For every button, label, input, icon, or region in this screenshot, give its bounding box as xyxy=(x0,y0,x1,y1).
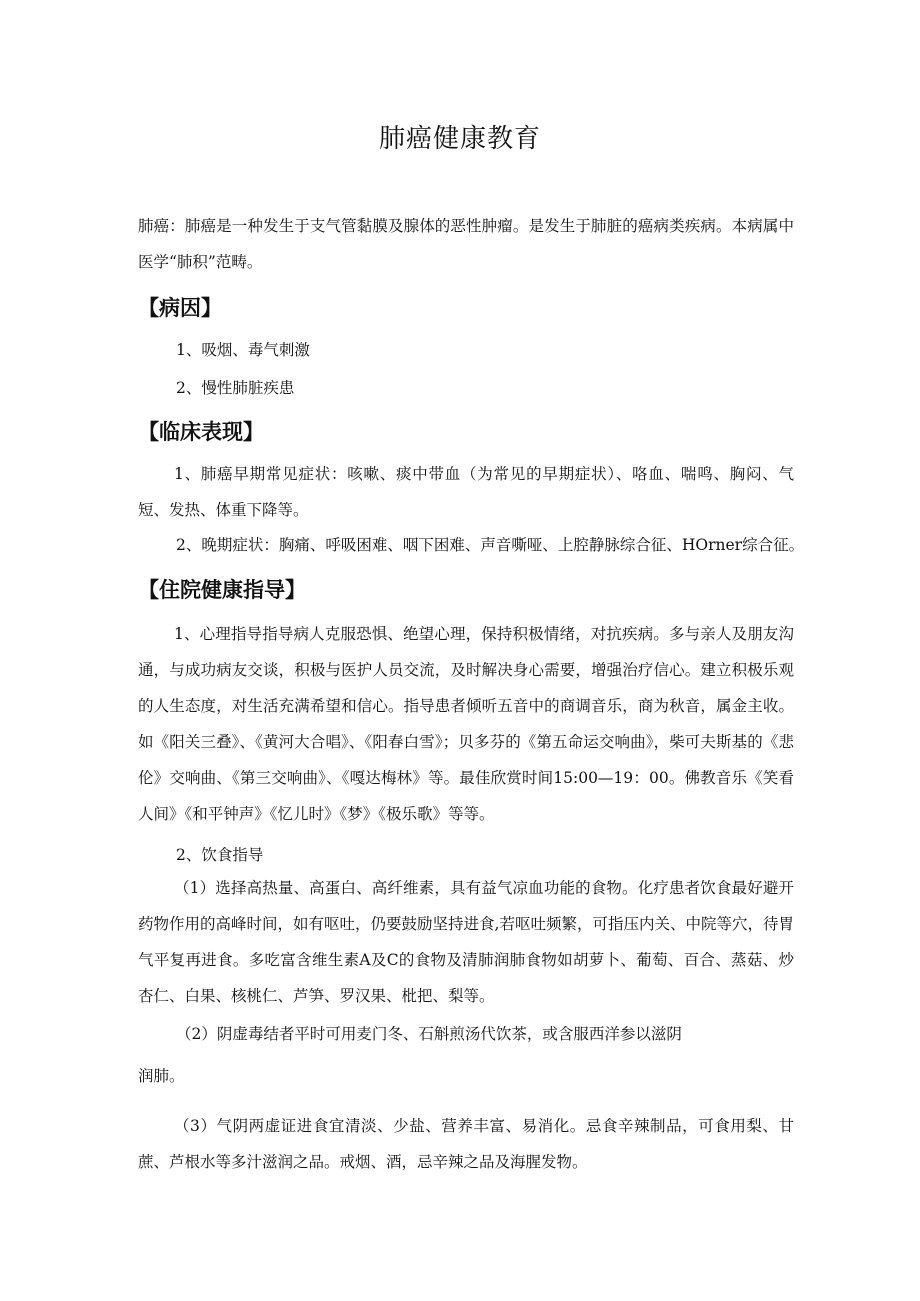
clinical-item-2: 2、晚期症状：胸痛、呼吸困难、咽下困难、声音嘶哑、上腔静脉综合征、HOrner综合征。 xyxy=(176,536,805,554)
diet-item-3: （3）气阴两虚证进食宜清淡、少盐、营养丰富、易消化。忌食辛辣制品，可食用梨、甘蔗、芦根水等多汁滋润之品。戒烟、酒，忌辛辣之品及海腥发物。 xyxy=(138,1117,794,1171)
clinical-item-1: 1、肺癌早期常见症状：咳嗽、痰中带血（为常见的早期症状）、咯血、喘鸣、胸闷、气短、发热、体重下降等。 xyxy=(138,465,794,519)
intro-paragraph: 肺癌：肺癌是一种发生于支气管黏膜及腺体的恶性肿瘤。是发生于肺脏的癌病类疾病。本病属中医学“肺积”范畴。 xyxy=(138,217,794,271)
psych-guidance-paragraph: 1、心理指导指导病人克服恐惧、绝望心理，保持积极情绪，对抗疾病。多与亲人及朋友沟通，与成功病友交谈，积极与医护人员交流，及时解决身心需要，增强治疗信心。建立积极乐观的人生态度，对生活充满希望和信心。指导患者倾听五音中的商调音乐，商为秋音，属金主收。如《阳关三叠》、《黄河大合唱》、《阳春白雪》；贝多芬的《第五命运交响曲》，柴可夫斯基的《悲伦》交响曲、《第三交响曲》、《嘎达梅林》等。最佳欣赏时间15:00—19：00。佛教音乐《笑看人间》《和平钟声》《忆儿时》《梦》《极乐歌》等等。 xyxy=(138,625,794,823)
heading-clinical: 【临床表现】 xyxy=(138,419,264,444)
heading-etiology: 【病因】 xyxy=(138,295,222,320)
etiology-item-1: 1、吸烟、毒气刺激 xyxy=(176,341,310,359)
etiology-item-2: 2、慢性肺脏疾患 xyxy=(176,379,295,397)
diet-heading: 2、饮食指导 xyxy=(176,846,264,864)
diet-item-2-line-1: （2）阴虚毒结者平时可用麦门冬、石斛煎汤代饮茶，或含服西洋参以滋阴 xyxy=(176,1025,682,1043)
diet-item-2-line-2: 润肺。 xyxy=(138,1067,185,1085)
page-title: 肺癌健康教育 xyxy=(378,124,541,154)
heading-guidance: 【住院健康指导】 xyxy=(138,577,306,602)
diet-item-1: （1）选择高热量、高蛋白、高纤维素，具有益气凉血功能的食物。化疗患者饮食最好避开药物作用的高峰时间，如有呕吐，仍要鼓励坚持进食,若呕吐频繁，可指压内关、中院等穴，待胃气平复再进食。多吃富含维生素A及C的食物及清肺润肺食物如胡萝卜、葡萄、百合、蒸菇、炒杏仁、白果、核桃仁、芦笋、罗汉果、枇把、梨等。 xyxy=(138,879,794,1005)
